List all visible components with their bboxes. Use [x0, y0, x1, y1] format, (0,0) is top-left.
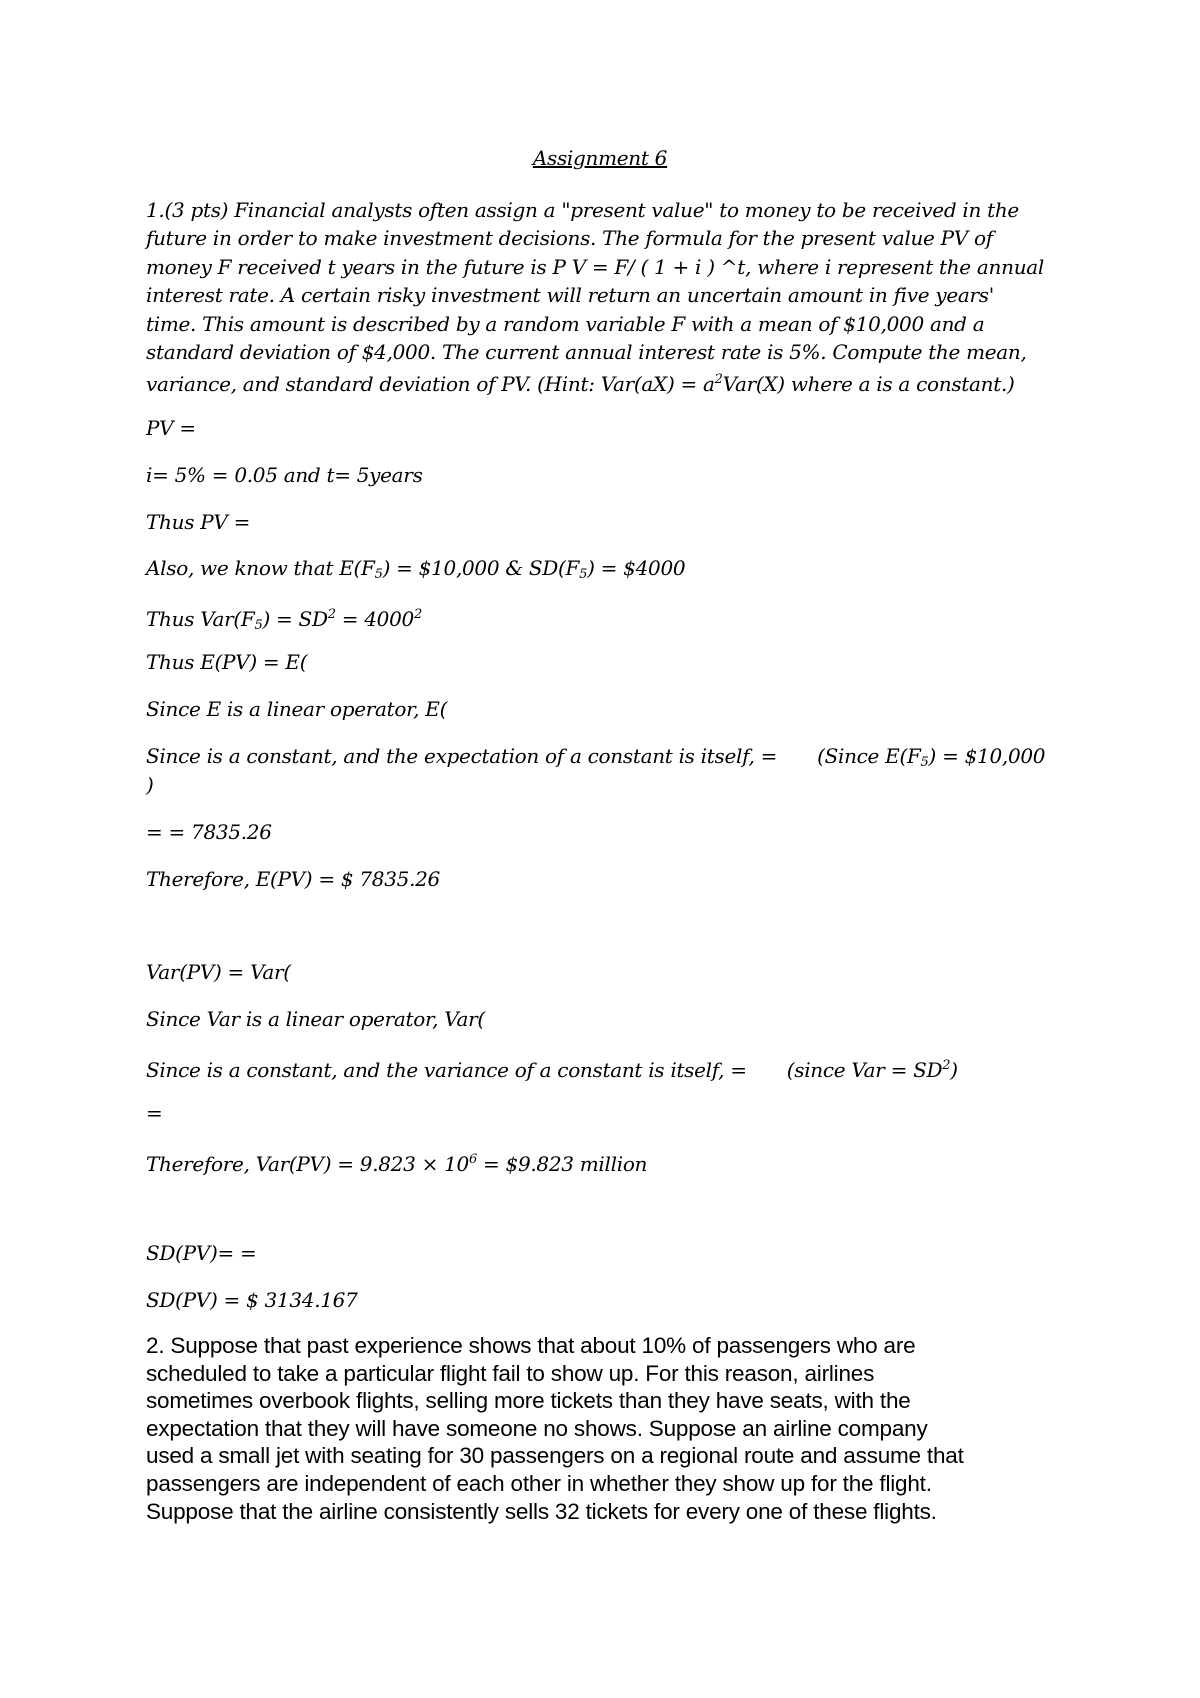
var-c: = 4000: [335, 607, 414, 631]
const-var-a: Since is a constant, and the variance of a constant is itself, =: [146, 1058, 747, 1082]
also-c: ) = $4000: [587, 556, 686, 580]
also-sub2: 5: [579, 567, 588, 582]
assignment-title: Assignment 6: [532, 146, 668, 170]
const-var-line: [146, 1052, 958, 1084]
q1-line: future in order to make investment decisions. The formula for the present value PV of: [146, 226, 993, 251]
eq-e-line: = = 7835.26: [146, 820, 272, 844]
var-sub: 5: [254, 618, 263, 633]
question-1-text: [146, 196, 1066, 399]
const-var-c: ): [950, 1058, 958, 1082]
var-a: Thus Var(F: [146, 607, 255, 631]
result-e-line: Therefore, E(PV) = $ 7835.26: [146, 867, 440, 891]
q1-line: money F received t years in the future is P V = F/ ( 1 + i ) ^t, where i represent the annual: [146, 254, 1044, 279]
epv-line: Thus E(PV) = E(: [146, 650, 308, 674]
hint-pre: variance, and standard deviation of PV. (Hint: Var(aX) = a: [146, 372, 715, 397]
q1-line: 1.(3 pts) Financial analysts often assign a "present value" to money to be received in the: [146, 198, 1019, 222]
sd-eq-line: SD(PV)= =: [146, 1241, 257, 1265]
pv-line: PV =: [146, 416, 196, 440]
q1-line: interest rate. A certain risky investment will return an uncertain amount in five years': [146, 283, 994, 308]
q2-line: 2. Suppose that past experience shows that about 10% of passengers who are: [146, 1333, 916, 1358]
const-e-close: ): [146, 773, 154, 797]
const-e-a: Since is a constant, and the expectation of a constant is itself, =: [146, 744, 778, 768]
varpv-line: Var(PV) = Var(: [146, 960, 291, 984]
eq-var-line: =: [146, 1101, 163, 1125]
also-b: ) = $10,000 & SD(F: [382, 556, 580, 580]
const-e-b: (Since E(F: [817, 744, 921, 768]
variance-line: [146, 601, 422, 640]
q2-line: expectation that they will have someone no shows. Suppose an airline company: [146, 1415, 928, 1441]
also-sub1: 5: [374, 567, 383, 582]
q1-hint-line: [146, 366, 1066, 398]
also-a: Also, we know that E(F: [146, 556, 375, 580]
q2-line: used a small jet with seating for 30 passengers on a regional route and assume that: [146, 1443, 964, 1469]
q2-line: Suppose that the airline consistently sells 32 tickets for every one of these flights.: [146, 1498, 937, 1524]
result-var-line: [146, 1146, 647, 1178]
linear-var-line: Since Var is a linear operator, Var(: [146, 1007, 485, 1031]
const-var-sup: 2: [942, 1058, 951, 1073]
hint-post: Var(X) where a is a constant.): [722, 372, 1015, 397]
result-var-a: Therefore, Var(PV) = 9.823 × 10: [146, 1152, 469, 1176]
thus-pv-line: Thus PV =: [146, 510, 251, 534]
const-e-sub: 5: [920, 755, 929, 770]
var-sup2: 2: [413, 607, 422, 622]
var-b: ) = SD: [262, 607, 328, 631]
result-var-sup: 6: [468, 1152, 477, 1167]
const-var-b: (since Var = SD: [786, 1058, 943, 1082]
question-2-text: [146, 1332, 1086, 1525]
const-e-c: ) = $10,000: [928, 744, 1046, 768]
q1-line: time. This amount is described by a random variable F with a mean of $10,000 and a: [146, 311, 985, 336]
const-e-line: [146, 742, 1045, 777]
also-line: [146, 554, 685, 589]
hint-sup: 2: [714, 372, 723, 388]
q2-line: sometimes overbook flights, selling more tickets than they have seats, with the: [146, 1388, 911, 1414]
q2-line: passengers are independent of each other in whether they show up for the flight.: [146, 1470, 932, 1496]
linear-e-line: Since E is a linear operator, E(: [146, 697, 448, 721]
result-var-b: = $9.823 million: [476, 1152, 648, 1176]
q2-line: scheduled to take a particular flight fail to show up. For this reason, airlines: [146, 1360, 875, 1386]
given-line: i= 5% = 0.05 and t= 5years: [146, 463, 423, 487]
sd-result-line: SD(PV) = $ 3134.167: [146, 1288, 358, 1312]
q1-line: standard deviation of $4,000. The current annual interest rate is 5%. Compute the mean,: [146, 340, 1027, 365]
var-sup1: 2: [327, 607, 336, 622]
